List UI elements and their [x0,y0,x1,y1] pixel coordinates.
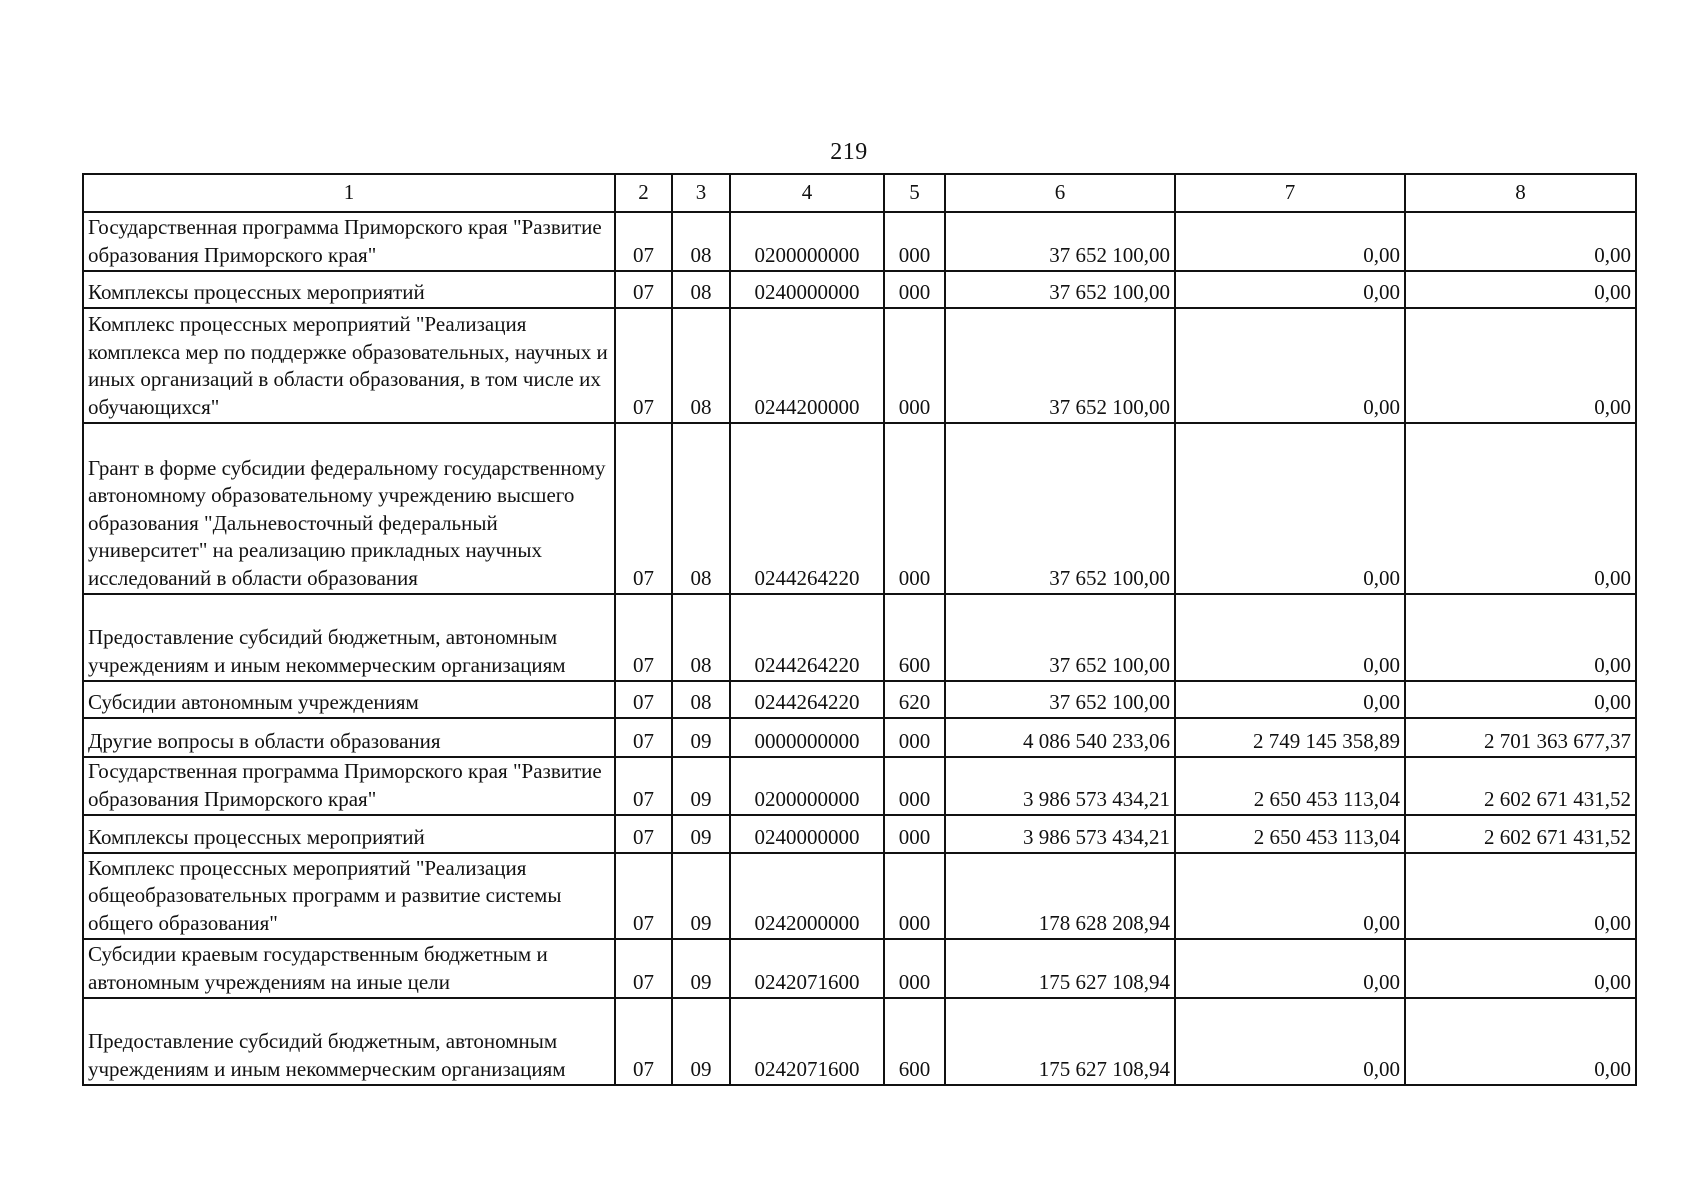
amount-col-6: 37 652 100,00 [945,271,1175,308]
subsection-code: 08 [672,423,730,594]
expense-type-code: 000 [884,718,945,757]
table-row [83,594,1636,681]
subsection-code: 08 [672,681,730,718]
subsection-code: 08 [672,594,730,681]
row-name: Грант в форме субсидии федеральному государственному автономному образовательному учреждению высшего образования "Дальневосточный федеральный университет" на реализацию прикладных научных исследований в области образования [83,423,615,594]
target-article-code: 0244264220 [730,423,884,594]
target-article-code: 0242071600 [730,939,884,998]
table-row [83,853,1636,939]
row-name: Субсидии автономным учреждениям [83,681,615,718]
table-row [83,212,1636,271]
amount-col-6: 37 652 100,00 [945,423,1175,594]
row-name: Комплекс процессных мероприятий "Реализация комплекса мер по поддержке образовательных, научных и иных организаций в области образования, в том числе их обучающихся" [83,308,615,423]
amount-col-8: 2 602 671 431,52 [1405,757,1636,815]
row-name: Предоставление субсидий бюджетным, автономным учреждениям и иным некоммерческим организациям [83,594,615,681]
header-row [83,174,1636,212]
amount-col-6: 37 652 100,00 [945,212,1175,271]
row-name: Государственная программа Приморского края "Развитие образования Приморского края" [83,757,615,815]
target-article-code: 0240000000 [730,815,884,853]
row-name: Государственная программа Приморского края "Развитие образования Приморского края" [83,212,615,271]
amount-col-7: 0,00 [1175,423,1405,594]
section-code: 07 [615,308,672,423]
table-row [83,939,1636,998]
amount-col-8: 0,00 [1405,681,1636,718]
amount-col-7: 0,00 [1175,308,1405,423]
amount-col-8: 0,00 [1405,998,1636,1085]
expense-type-code: 600 [884,594,945,681]
section-code: 07 [615,271,672,308]
row-name: Комплекс процессных мероприятий "Реализация общеобразовательных программ и развитие системы общего образования" [83,853,615,939]
row-name: Предоставление субсидий бюджетным, автономным учреждениям и иным некоммерческим организациям [83,998,615,1085]
expense-type-code: 000 [884,815,945,853]
target-article-code: 0200000000 [730,212,884,271]
row-name: Субсидии краевым государственным бюджетным и автономным учреждениям на иные цели [83,939,615,998]
target-article-code: 0000000000 [730,718,884,757]
subsection-code: 09 [672,998,730,1085]
expense-type-code: 000 [884,757,945,815]
expense-type-code: 620 [884,681,945,718]
target-article-code: 0244200000 [730,308,884,423]
expense-type-code: 600 [884,998,945,1085]
expense-type-code: 000 [884,939,945,998]
table-row [83,757,1636,815]
amount-col-7: 0,00 [1175,594,1405,681]
amount-col-6: 3 986 573 434,21 [945,815,1175,853]
amount-col-6: 175 627 108,94 [945,939,1175,998]
table-row [83,681,1636,718]
subsection-code: 08 [672,308,730,423]
target-article-code: 0200000000 [730,757,884,815]
target-article-code: 0242071600 [730,998,884,1085]
amount-col-6: 37 652 100,00 [945,681,1175,718]
amount-col-8: 0,00 [1405,939,1636,998]
amount-col-7: 0,00 [1175,681,1405,718]
amount-col-7: 0,00 [1175,271,1405,308]
budget-table [82,173,1637,1086]
expense-type-code: 000 [884,271,945,308]
amount-col-7: 2 650 453 113,04 [1175,815,1405,853]
subsection-code: 08 [672,212,730,271]
row-name: Комплексы процессных мероприятий [83,815,615,853]
amount-col-7: 0,00 [1175,998,1405,1085]
table-row [83,271,1636,308]
table-row [83,815,1636,853]
row-name: Комплексы процессных мероприятий [83,271,615,308]
expense-type-code: 000 [884,308,945,423]
expense-type-code: 000 [884,853,945,939]
amount-col-8: 0,00 [1405,271,1636,308]
expense-type-code: 000 [884,212,945,271]
header-col-5: 5 [884,174,945,212]
amount-col-8: 0,00 [1405,853,1636,939]
section-code: 07 [615,998,672,1085]
header-col-6: 6 [945,174,1175,212]
section-code: 07 [615,423,672,594]
amount-col-8: 2 602 671 431,52 [1405,815,1636,853]
row-name: Другие вопросы в области образования [83,718,615,757]
amount-col-8: 2 701 363 677,37 [1405,718,1636,757]
section-code: 07 [615,757,672,815]
amount-col-6: 4 086 540 233,06 [945,718,1175,757]
amount-col-6: 175 627 108,94 [945,998,1175,1085]
amount-col-6: 37 652 100,00 [945,308,1175,423]
amount-col-8: 0,00 [1405,212,1636,271]
header-col-2: 2 [615,174,672,212]
page-number: 219 [830,139,868,165]
subsection-code: 09 [672,718,730,757]
table-row [83,998,1636,1085]
section-code: 07 [615,718,672,757]
section-code: 07 [615,939,672,998]
subsection-code: 09 [672,939,730,998]
target-article-code: 0244264220 [730,681,884,718]
header-col-7: 7 [1175,174,1405,212]
header-col-4: 4 [730,174,884,212]
header-col-1: 1 [83,174,615,212]
table-row [83,718,1636,757]
amount-col-6: 178 628 208,94 [945,853,1175,939]
amount-col-8: 0,00 [1405,308,1636,423]
header-col-8: 8 [1405,174,1636,212]
expense-type-code: 000 [884,423,945,594]
table-row [83,308,1636,423]
target-article-code: 0240000000 [730,271,884,308]
amount-col-7: 0,00 [1175,939,1405,998]
amount-col-6: 3 986 573 434,21 [945,757,1175,815]
amount-col-8: 0,00 [1405,594,1636,681]
amount-col-7: 2 650 453 113,04 [1175,757,1405,815]
target-article-code: 0244264220 [730,594,884,681]
target-article-code: 0242000000 [730,853,884,939]
subsection-code: 09 [672,757,730,815]
section-code: 07 [615,212,672,271]
amount-col-7: 0,00 [1175,212,1405,271]
section-code: 07 [615,594,672,681]
subsection-code: 09 [672,853,730,939]
table-row [83,423,1636,594]
amount-col-6: 37 652 100,00 [945,594,1175,681]
amount-col-8: 0,00 [1405,423,1636,594]
subsection-code: 09 [672,815,730,853]
section-code: 07 [615,853,672,939]
section-code: 07 [615,815,672,853]
amount-col-7: 2 749 145 358,89 [1175,718,1405,757]
header-col-3: 3 [672,174,730,212]
section-code: 07 [615,681,672,718]
subsection-code: 08 [672,271,730,308]
amount-col-7: 0,00 [1175,853,1405,939]
